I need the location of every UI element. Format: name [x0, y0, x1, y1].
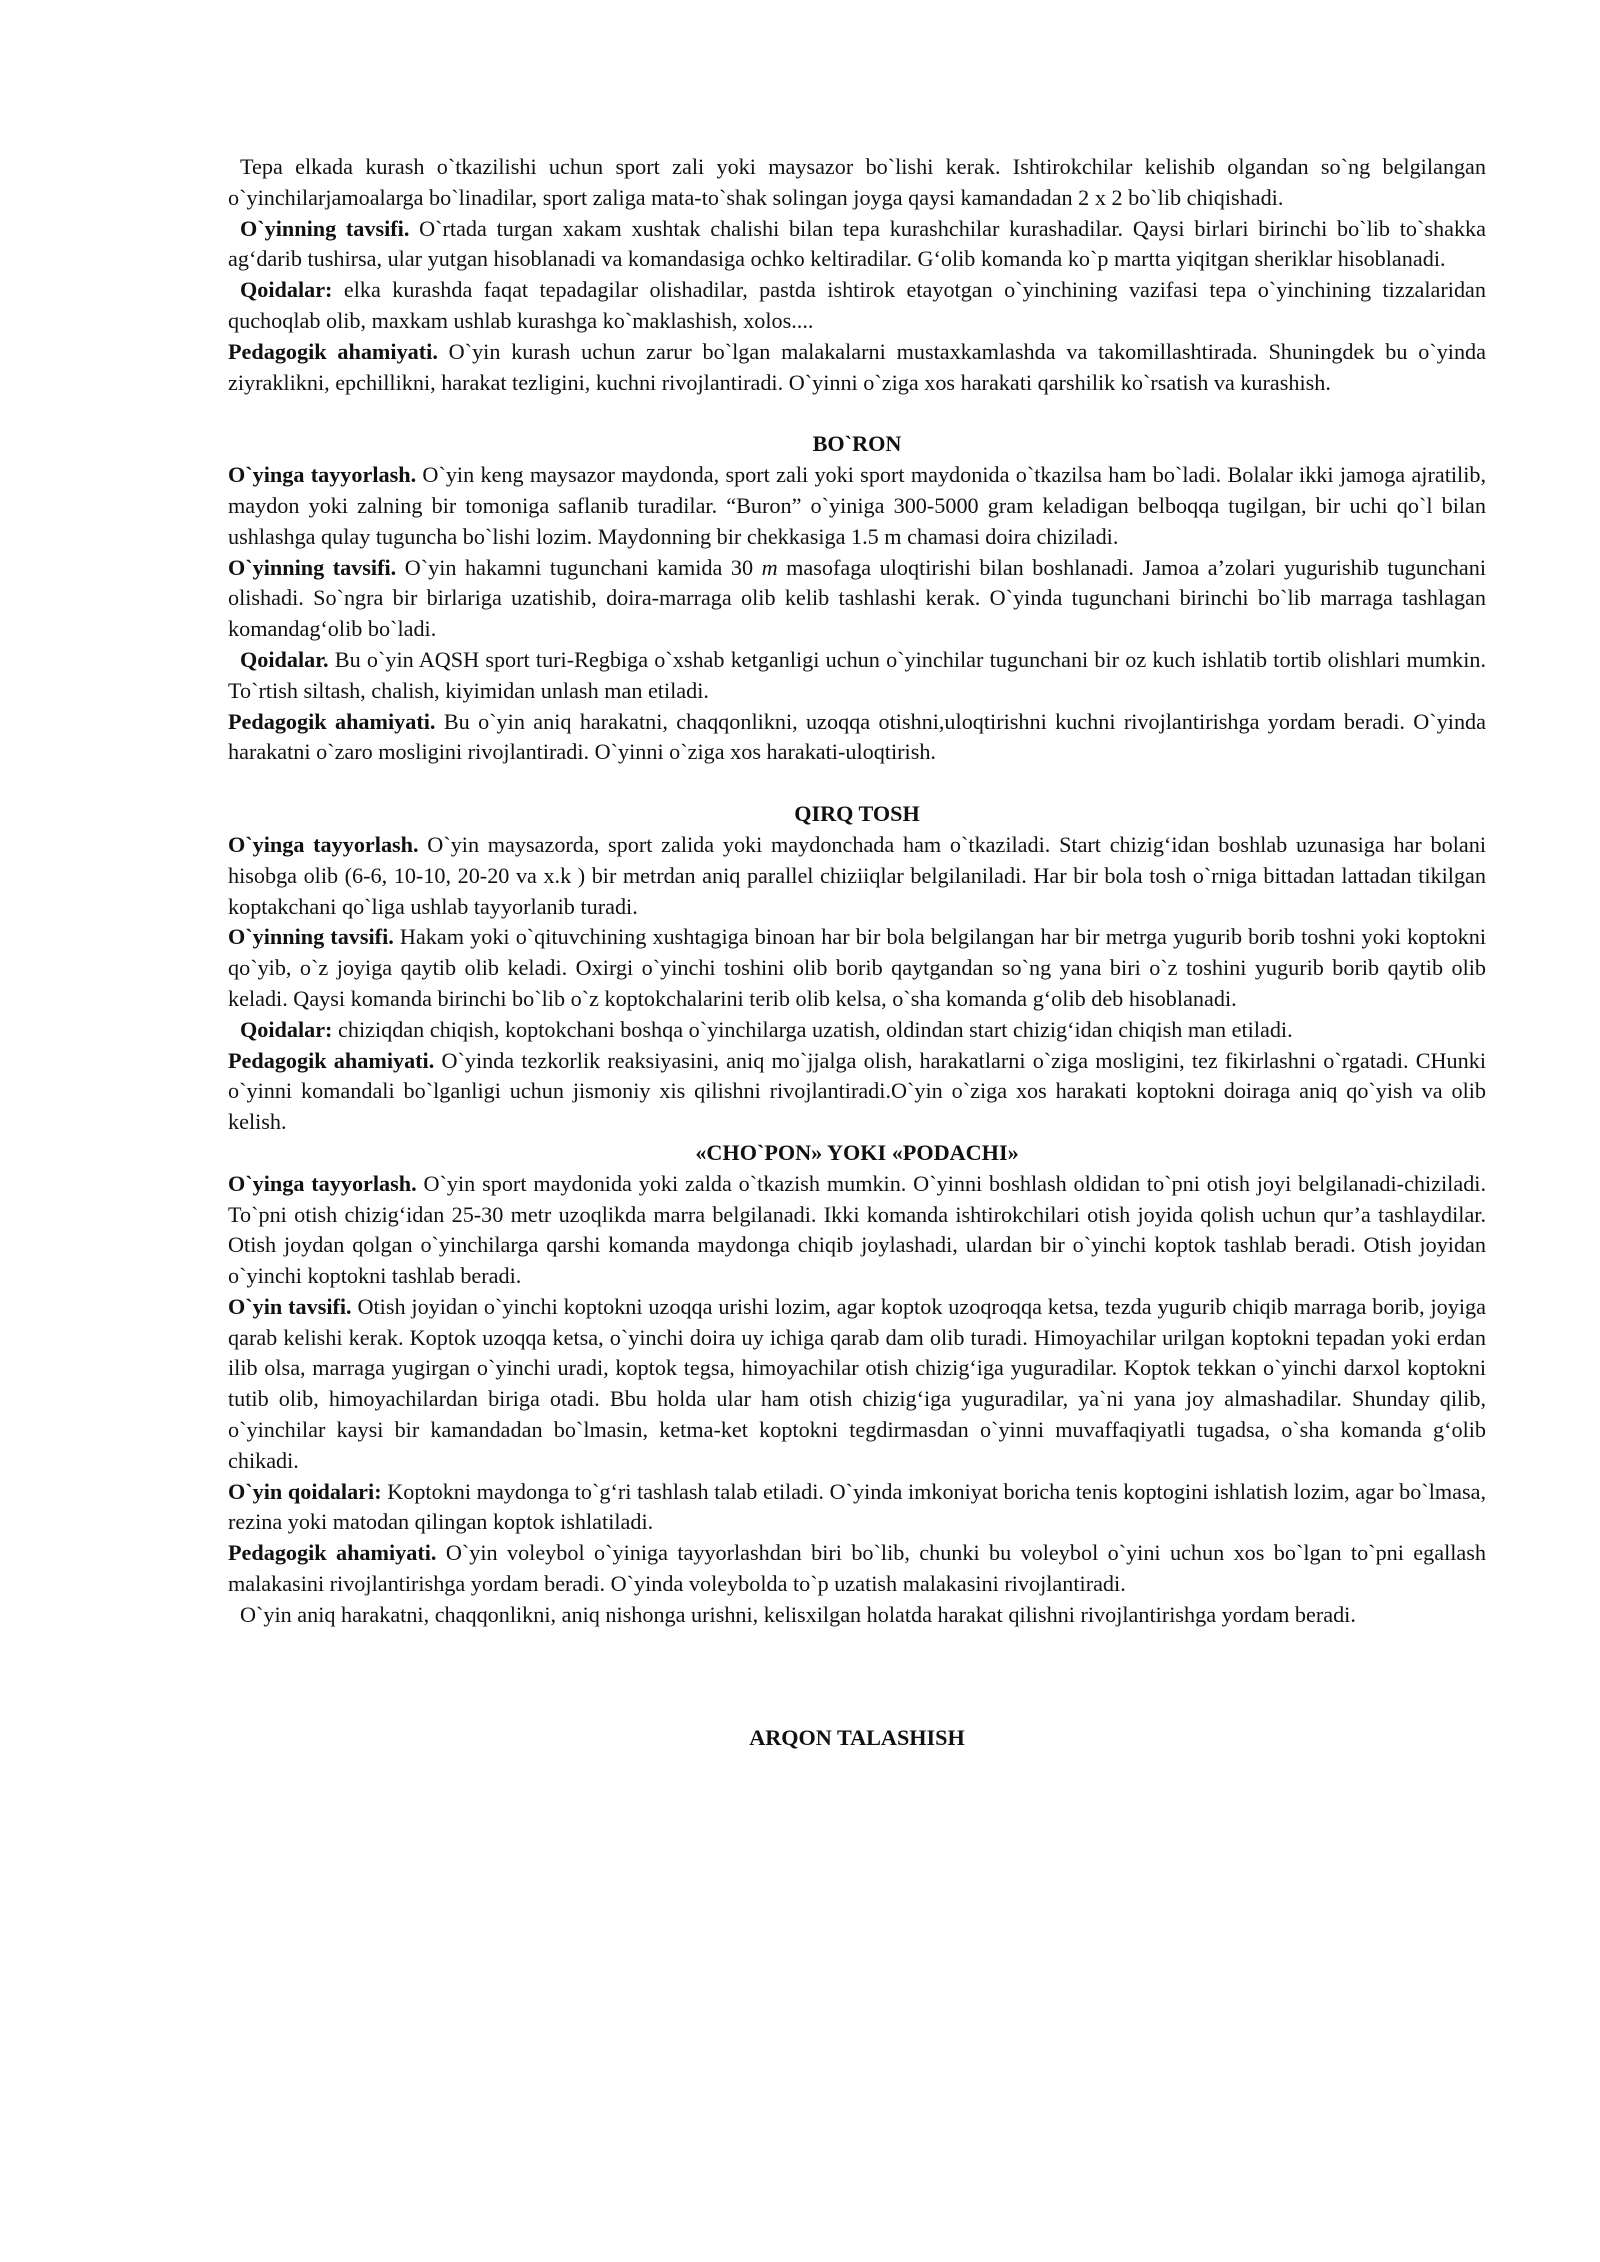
boron-preparation-paragraph [228, 460, 1486, 552]
pedagogic-label: Pedagogik ahamiyati. [228, 338, 438, 364]
rules-text: elka kurashda faqat tepadagilar olishadilar, pastda ishtirok etayotgan o`yinchining vazifasi tepa o`yinchining tizzalaridan quchoqlab olib, maxkam ushlab kurashga ko`maklashish, xolos.... [228, 277, 1486, 333]
pedagogic-label: Pedagogik ahamiyati. [228, 1540, 437, 1566]
description-label: O`yinning tavsifi. [228, 554, 397, 580]
description-text-a: O`yin hakamni tugunchani kamida 30 [396, 554, 762, 580]
section-heading-arqon-talashish: ARQON TALASHISH [749, 1724, 965, 1750]
qirq-tosh-description-paragraph [228, 922, 1486, 1014]
rules-label: Qoidalar: [240, 1016, 333, 1042]
pedagogic-label: Pedagogik ahamiyati. [228, 1047, 435, 1073]
rules-text: Koptokni maydonga to`g‘ri tashlash talab etiladi. O`yinda imkoniyat boricha tenis koptogini ishlatish lozim, agar bo`lmasa, rezina yoki matodan qilingan koptok ishlatiladi. [228, 1478, 1486, 1535]
chopon-summary-paragraph [228, 1600, 1486, 1631]
section-gap [228, 398, 1486, 429]
preparation-label: O`yinga tayyorlash. [228, 462, 417, 488]
pedagogic-text: O`yin kurash uchun zarur bo`lgan malakalarni mustaxkamlashda va takomillashtirada. Shuningdek bu o`yinda ziyraklikni, epchillikni, harakat tezligini, kuchni rivojlantiradi. O`yinni o`ziga xos harakati qarshilik ko`rsatish va kurashish. [228, 338, 1486, 395]
description-label: O`yinning tavsifi. [240, 215, 410, 241]
description-label: O`yinning tavsifi. [228, 924, 394, 950]
boron-rules-paragraph [228, 645, 1486, 707]
description-text: Otish joyidan o`yinchi koptokni uzoqqa urishi lozim, agar koptok uzoqroqqa ketsa, tezda yugurib chiqib marraga borib, joyiga qarab kelishi kerak. Koptok uzoqqa ketsa, o`yinchi doira uy ichiga qarab dam olib turadi. Himoyachilar urilgan koptokni tepadan yoki erdan ilib olsa, marraga yugirgan o`yinchi uradi, koptok tegsa, himoyachilar otish chizig‘iga yuguradilar. Koptok tekkan o`yinchi darxol koptokni tutib olib, himoyachilardan biriga otadi. Bbu holda ular ham otish chizig‘iga yuguradilar, ya`ni yana joy almashadilar. Shunday qilib, o`yinchilar kaysi bir kamandadan bo`lmasin, ketma-ket koptokni tegdirmasdan o`yinni muvaffaqiyatli tugadsa, o`sha komanda g‘olib chikadi. [228, 1293, 1486, 1473]
description-text: O`rtada turgan xakam xushtak chalishi bilan tepa kurashchilar kurashadilar. Qaysi birlari birinchi bo`lib to`shakka ag‘darib tushirsa, ular yutgan hisoblanadi va komandasiga ochko keltiradilar. G‘olib komanda ko`p martta yiqitgan sheriklar hisoblanadi. [228, 215, 1486, 272]
distance-unit: m [761, 554, 778, 580]
summary-text: O`yin aniq harakatni, chaqqonlikni, aniq nishonga urishni, kelisxilgan holatda harakat qilishni rivojlantirishga yordam beradi. [240, 1601, 1356, 1627]
rules-text: Bu o`yin AQSH sport turi-Regbiga o`xshab ketganligi uchun o`yinchilar tugunchani bir oz kuch ishlatib tortib olishlari mumkin. To`rtish siltash, chalish, kiyimidan unlash man etiladi. [228, 646, 1486, 703]
preparation-text: O`yin keng maysazor maydonda, sport zali yoki sport maydonida o`tkazilsa ham bo`ladi. Bolalar ikki jamoga ajratilib, maydon yoki zalning bir tomoniga saflanib turadilar. “Buron” o`yiniga 300-5000 gram keladigan belboqqa tugilgan, bir uchi qo`l bilan ushlashga qulay tuguncha bo`lishi lozim. Maydonning bir chekkasiga 1.5 m chamasi doira chiziladi. [228, 462, 1486, 549]
section-gap [228, 1631, 1486, 1723]
preparation-label: O`yinga tayyorlash. [228, 1170, 417, 1196]
chopon-rules-paragraph [228, 1477, 1486, 1539]
section-heading-boron: BO`RON [812, 431, 902, 457]
description-text: Hakam yoki o`qituvchining xushtagiga binoan har bir bola belgilangan har bir metrga yugurib borib toshni yoki koptokni qo`yib, o`z joyiga qaytib olib keladi. Oxirgi o`yinchi toshini olib borib qaytgandan so`ng yana biri o`z toshini yugurib borib qaytib olib keladi. Qaysi komanda birinchi bo`lib o`z koptokchalarini terib olib kelsa, o`sha komanda g‘olib deb hisoblanadi. [228, 924, 1486, 1011]
intro-pedagogic-paragraph [228, 337, 1486, 399]
intro-rules-paragraph [228, 275, 1486, 337]
boron-pedagogic-paragraph [228, 707, 1486, 769]
description-label: O`yin tavsifi. [228, 1293, 352, 1319]
pedagogic-text: Bu o`yin aniq harakatni, chaqqonlikni, uzoqqa otishni,uloqtirishni kuchni rivojlantirishga yordam beradi. O`yinda harakatni o`zaro mosligini rivojlantiradi. O`yinni o`ziga xos harakati-uloqtirish. [228, 708, 1486, 765]
rules-label: Qoidalar. [240, 646, 329, 672]
chopon-description-paragraph [228, 1292, 1486, 1477]
qirq-tosh-pedagogic-paragraph [228, 1046, 1486, 1138]
preparation-text: O`yin maysazorda, sport zalida yoki maydonchada ham o`tkaziladi. Start chizig‘idan boshlab uzunasiga har bolani hisobga olib (6-6, 10-10, 20-20 va x.k ) bir metrdan aniq parallel chiziiqlar belgilaniladi. Har bir bola tosh o`rniga bittadan lattadan tikilgan koptakchani qo`liga ushlab tayyorlanib turadi. [228, 831, 1486, 919]
rules-label: Qoidalar: [240, 277, 333, 303]
section-heading-chopon: «CHO`PON» YOKI «PODACHI» [695, 1139, 1019, 1165]
rules-text: chiziqdan chiqish, koptokchani boshqa o`yinchilarga uzatish, oldindan start chizig‘idan chiqish man etiladi. [332, 1016, 1293, 1042]
intro-text: Tepa elkada kurash o`tkazilishi uchun sport zali yoki maysazor bo`lishi kerak. Ishtirokchilar kelishib olgandan so`ng belgilangan o`yinchilarjamoalarga bo`linadilar, sport zaliga mata-to`shak solingan joyga qaysi kamandadan 2 x 2 bo`lib chiqishadi. [228, 154, 1486, 210]
preparation-text: O`yin sport maydonida yoki zalda o`tkazish mumkin. O`yinni boshlash oldidan to`pni otish joyi belgilanadi-chiziladi. To`pni otish chizig‘idan 25-30 metr uzoqlikda marra belgilanadi. Ikki komanda ishtirokchilari otish joyida qolish uchun qur’a tashlaydilar. Otish joydan qolgan o`yinchilarga qarshi komanda maydonga chiqib joylashadi, ulardan bir o`yinchi koptok tashlab beradi. Otish joyidan o`yinchi koptokni tashlab beradi. [228, 1170, 1487, 1289]
section-heading-qirq-tosh: QIRQ TOSH [794, 801, 920, 827]
chopon-preparation-paragraph [228, 1169, 1486, 1292]
qirq-tosh-rules-paragraph [228, 1015, 1486, 1046]
pedagogic-text: O`yinda tezkorlik reaksiyasini, aniq mo`jjalga olish, harakatlarni o`ziga mosligini, tez fikirlashni o`rgatadi. CHunki o`yinni komandali bo`lganligi uchun jismoniy xis qilishni rivojlantiradi.O`yin o`ziga xos harakati koptokni doiraga aniq qo`yish va olib kelish. [228, 1047, 1486, 1135]
description-text-b: masofaga uloqtirishi bilan boshlanadi. Jamoa a’zolari yugurishib tugunchani olishadi. So`ngra bir birlariga uzatishib, doira-marraga olib kelib tashlashi kerak. O`yinda tugunchani birinchi bo`lib marraga tashlagan komandag‘olib bo`ladi. [228, 554, 1486, 642]
qirq-tosh-preparation-paragraph [228, 830, 1486, 922]
pedagogic-text: O`yin voleybol o`yiniga tayyorlashdan biri bo`lib, chunki bu voleybol o`yini uchun xos bo`lgan to`pni egallash malakasini rivojlantirishga yordam beradi. O`yinda voleybolda to`p uzatish malakasini rivojlantiradi. [228, 1540, 1486, 1597]
preparation-label: O`yinga tayyorlash. [228, 831, 419, 857]
intro-paragraph [228, 152, 1486, 214]
intro-description-paragraph [228, 214, 1486, 276]
chopon-pedagogic-paragraph [228, 1538, 1486, 1600]
rules-label: O`yin qoidalari: [228, 1478, 382, 1504]
pedagogic-label: Pedagogik ahamiyati. [228, 708, 436, 734]
boron-description-paragraph [228, 553, 1486, 645]
document-page [228, 152, 1486, 1753]
section-gap [228, 768, 1486, 799]
